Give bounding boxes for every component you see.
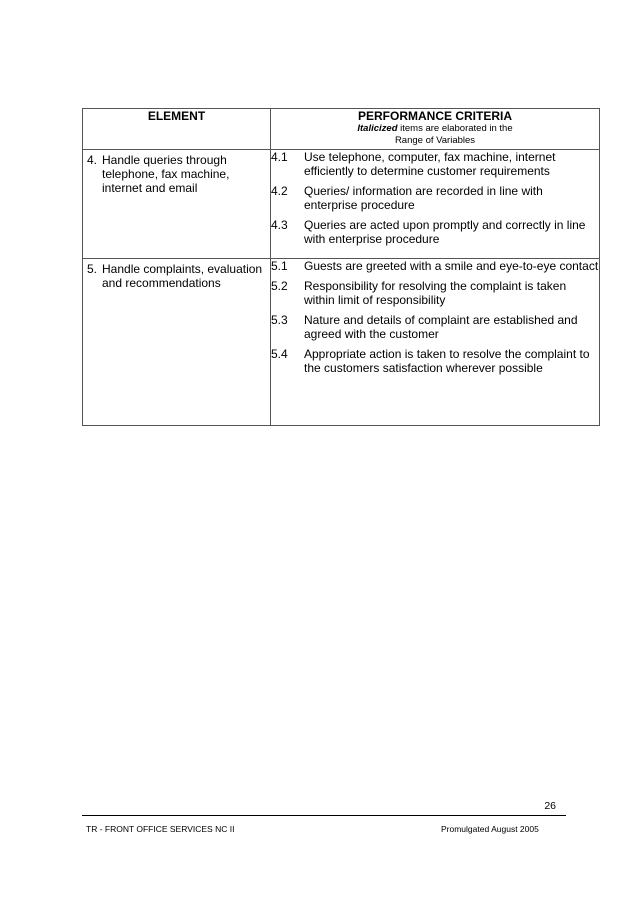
criteria-item xyxy=(271,259,599,273)
criteria-number: 5.2 xyxy=(271,279,288,293)
page-number: 26 xyxy=(544,800,556,812)
criteria-text: Responsibility for resolving the complaint is taken within limit of responsibility xyxy=(304,279,567,307)
criteria-number: 4.3 xyxy=(271,218,288,232)
footer-divider xyxy=(82,815,566,816)
criteria-note-line1: items are elaborated in the xyxy=(397,123,513,134)
criteria-number: 4.1 xyxy=(271,150,288,164)
footer-document-title: TR - FRONT OFFICE SERVICES NC II xyxy=(86,824,235,834)
criteria-text: Use telephone, computer, fax machine, internet efficiently to determine customer requirements xyxy=(304,150,556,178)
criteria-item xyxy=(271,279,599,307)
criteria-note xyxy=(271,123,599,135)
competency-table xyxy=(82,108,600,426)
element-cell xyxy=(83,259,271,426)
criteria-cell xyxy=(271,150,600,259)
criteria-text: Queries are acted upon promptly and correctly in line with enterprise procedure xyxy=(304,218,586,246)
criteria-text: Guests are greeted with a smile and eye-to-eye contact xyxy=(304,259,599,273)
footer-promulgation-date: Promulgated August 2005 xyxy=(441,824,539,834)
criteria-text: Nature and details of complaint are established and agreed with the customer xyxy=(304,313,578,341)
table-row xyxy=(83,259,600,426)
criteria-item xyxy=(271,150,599,178)
performance-criteria-header xyxy=(271,109,600,150)
criteria-italic-word: Italicized xyxy=(357,123,398,134)
element-text: Handle complaints, evaluation and recommendations xyxy=(102,262,263,290)
criteria-cell xyxy=(271,259,600,426)
criteria-number: 5.4 xyxy=(271,347,288,361)
criteria-title: PERFORMANCE CRITERIA xyxy=(357,109,512,123)
table-row xyxy=(83,150,600,259)
criteria-text: Queries/ information are recorded in line with enterprise procedure xyxy=(304,184,543,212)
criteria-text: Appropriate action is taken to resolve the complaint to the customers satisfaction wherever possible xyxy=(304,347,590,375)
criteria-item xyxy=(271,184,599,212)
element-header: ELEMENT xyxy=(83,109,271,150)
element-number: 4. xyxy=(87,153,98,167)
criteria-number: 5.3 xyxy=(271,313,288,327)
criteria-item xyxy=(271,218,599,246)
criteria-number: 5.1 xyxy=(271,259,288,273)
criteria-item xyxy=(271,313,599,341)
criteria-number: 4.2 xyxy=(271,184,288,198)
element-text: Handle queries through telephone, fax machine, internet and email xyxy=(102,153,230,195)
element-cell xyxy=(83,150,271,259)
element-number: 5. xyxy=(87,262,98,276)
table-header-row xyxy=(83,109,600,150)
criteria-item xyxy=(271,347,599,375)
criteria-note-line2: Range of Variables xyxy=(394,135,476,146)
